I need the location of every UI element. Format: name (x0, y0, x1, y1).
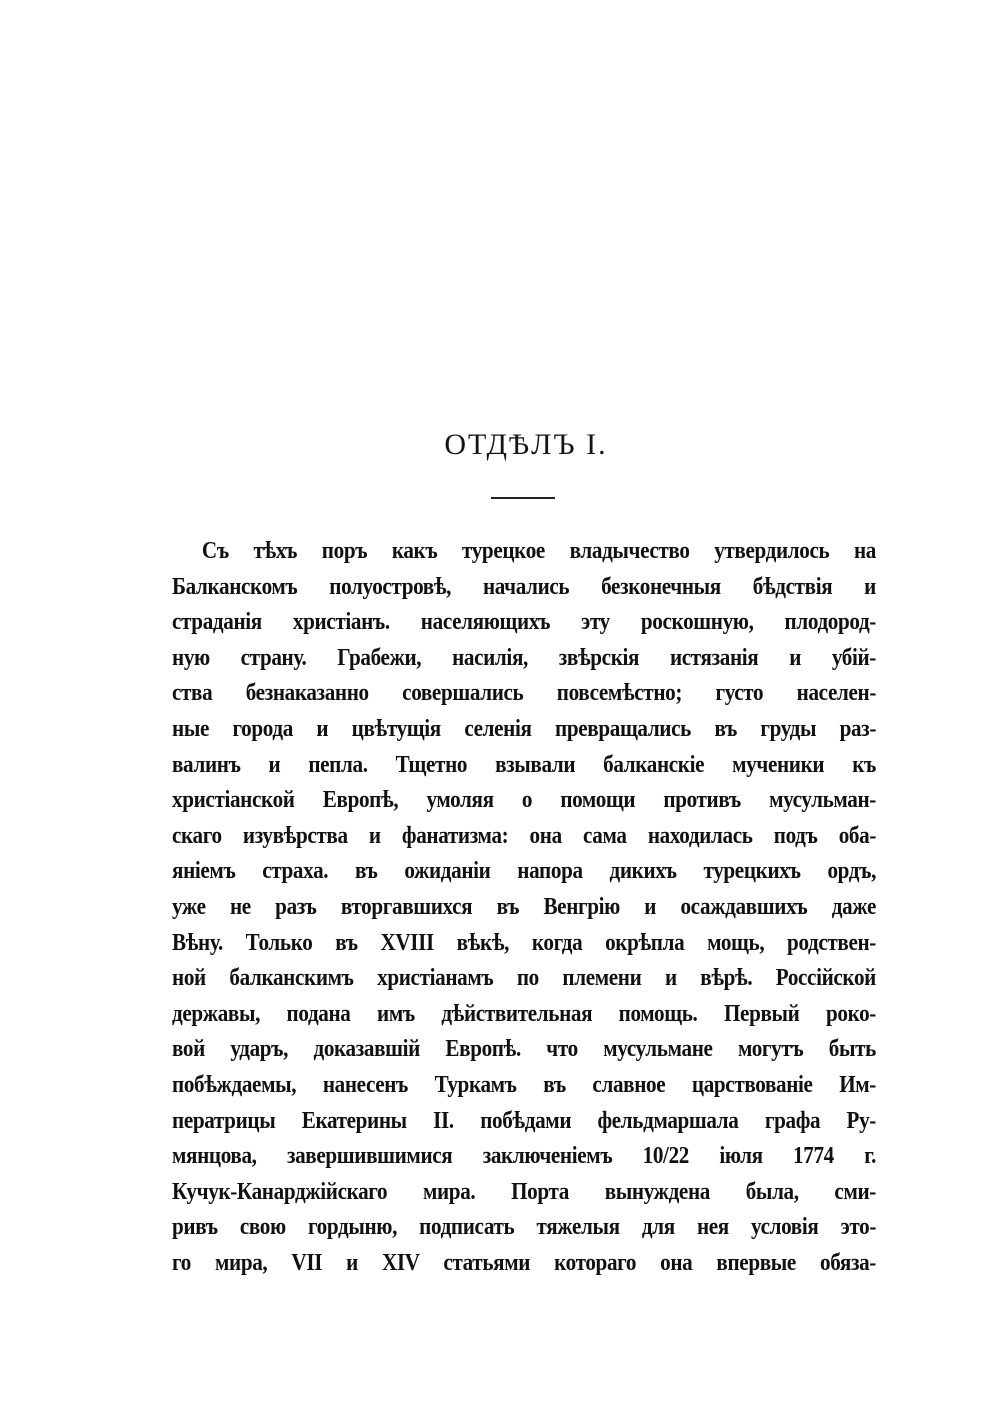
text-line: Вѣну. Только въ XVIII вѣкѣ, когда окрѣпла мощь, родствен- (172, 929, 876, 956)
text-line: ривъ свою гордыню, подписать тяжелыя для нея условія это- (172, 1214, 876, 1241)
text-line: валинъ и пепла. Тщетно взывали балканскіе мученики къ (172, 751, 876, 778)
text-line: яніемъ страха. въ ожиданіи напора дикихъ турецкихъ ордъ, (172, 858, 876, 885)
text-line: Кучук-Канарджійскаго мира. Порта вынуждена была, сми- (172, 1178, 876, 1205)
text-line: ной балканскимъ христіанамъ по племени и вѣрѣ. Россійской (172, 965, 876, 992)
text-line: ные города и цвѣтущія селенія превращались въ груды раз- (172, 715, 876, 742)
heading-divider (491, 497, 555, 499)
text-line: христіанской Европѣ, умоляя о помощи противъ мусульман- (172, 787, 876, 814)
text-line: го мира, VII и XIV статьями котораго она впервые обяза- (172, 1249, 876, 1276)
text-line: скаго изувѣрства и фанатизма: она сама находилась подъ оба- (172, 822, 876, 849)
text-line: мянцова, завершившимися заключеніемъ 10/22 іюля 1774 г. (172, 1143, 876, 1170)
text-line: ную страну. Грабежи, насилія, звѣрскія истязанія и убій- (172, 644, 876, 671)
text-line: вой ударъ, доказавшій Европѣ. что мусульмане могутъ быть (172, 1036, 876, 1063)
chapter-heading: ОТДѢЛЪ I. (444, 428, 608, 461)
text-line: уже не разъ вторгавшихся въ Венгрію и осаждавшихъ даже (172, 893, 876, 920)
text-line: державы, подана имъ дѣйствительная помощь. Первый роко- (172, 1000, 876, 1027)
text-line: Балканскомъ полуостровѣ, начались безконечныя бѣдствія и (172, 573, 876, 600)
text-line: побѣждаемы, нанесенъ Туркамъ въ славное царствованіе Им- (172, 1071, 876, 1098)
text-line: Съ тѣхъ поръ какъ турецкое владычество утвердилось на (201, 538, 877, 564)
text-line: страданія христіанъ. населяющихъ эту роскошную, плодород- (172, 609, 876, 636)
text-line: ства безнаказанно совершались повсемѣстно; густо населен- (172, 680, 876, 707)
paragraph (172, 534, 876, 1281)
text-line: ператрицы Екатерины II. побѣдами фельдмаршала графа Ру- (172, 1107, 876, 1134)
